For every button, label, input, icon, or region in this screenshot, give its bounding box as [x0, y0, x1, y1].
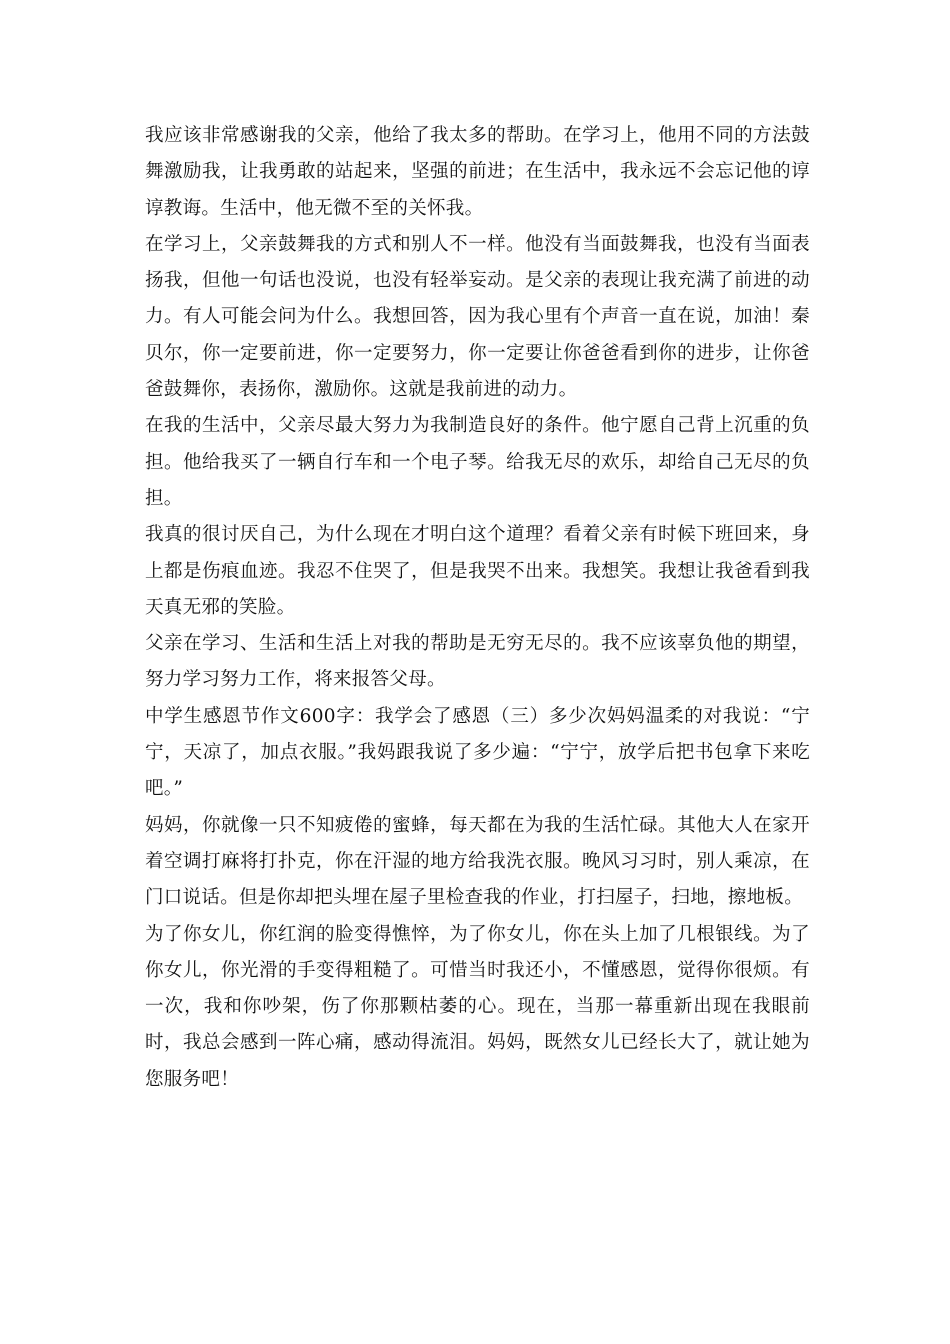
paragraph-4: 我真的很讨厌自己，为什么现在才明白这个道理？看着父亲有时候下班回来，身上都是伤痕血迹。我忍不住哭了，但是我哭不出来。我想笑。我想让我爸看到我天真无邪的笑脸。 [145, 524, 810, 618]
paragraph-8: 为了你女儿，你红润的脸变得憔悴，为了你女儿，你在头上加了几根银线。为了你女儿，你光滑的手变得粗糙了。可惜当时我还小，不懂感恩，觉得你很烦。有一次，我和你吵架，伤了你那颗枯萎的心。现在，当那一幕重新出现在我眼前时，我总会感到一阵心痛，感动得流泪。妈妈，既然女儿已经长大了，就让她为您服务吧！ [145, 923, 810, 1090]
paragraph-6: 中学生感恩节作文600字：我学会了感恩（三）多少次妈妈温柔的对我说：“宁宁，天凉了，加点衣服。”我妈跟我说了多少遍：“宁宁，放学后把书包拿下来吃吧。” [145, 705, 810, 800]
paragraph-1: 我应该非常感谢我的父亲，他给了我太多的帮助。在学习上，他用不同的方法鼓舞激励我，让我勇敢的站起来，坚强的前进；在生活中，我永远不会忘记他的谆谆教诲。生活中，他无微不至的关怀我。 [145, 125, 810, 219]
paragraph-2: 在学习上，父亲鼓舞我的方式和别人不一样。他没有当面鼓舞我，也没有当面表扬我，但他一句话也没说，也没有轻举妄动。是父亲的表现让我充满了前进的动力。有人可能会问为什么。我想回答，因为我心里有个声音一直在说，加油！秦贝尔，你一定要前进，你一定要努力，你一定要让你爸爸看到你的进步，让你爸爸鼓舞你，表扬你，激励你。这就是我前进的动力。 [145, 233, 810, 401]
paragraph-7: 妈妈，你就像一只不知疲倦的蜜蜂，每天都在为我的生活忙碌。其他大人在家开着空调打麻将打扑克，你在汗湿的地方给我洗衣服。晚风习习时，别人乘凉，在门口说话。但是你却把头埋在屋子里检查我的作业，打扫屋子，扫地，擦地板。 [145, 814, 810, 909]
paragraph-3: 在我的生活中，父亲尽最大努力为我制造良好的条件。他宁愿自己背上沉重的负担。他给我买了一辆自行车和一个电子琴。给我无尽的欢乐，却给自己无尽的负担。 [145, 415, 810, 509]
document-body [145, 118, 810, 1098]
paragraph-5: 父亲在学习、生活和生活上对我的帮助是无穷无尽的。我不应该辜负他的期望，努力学习努力工作，将来报答父母。 [145, 633, 810, 691]
